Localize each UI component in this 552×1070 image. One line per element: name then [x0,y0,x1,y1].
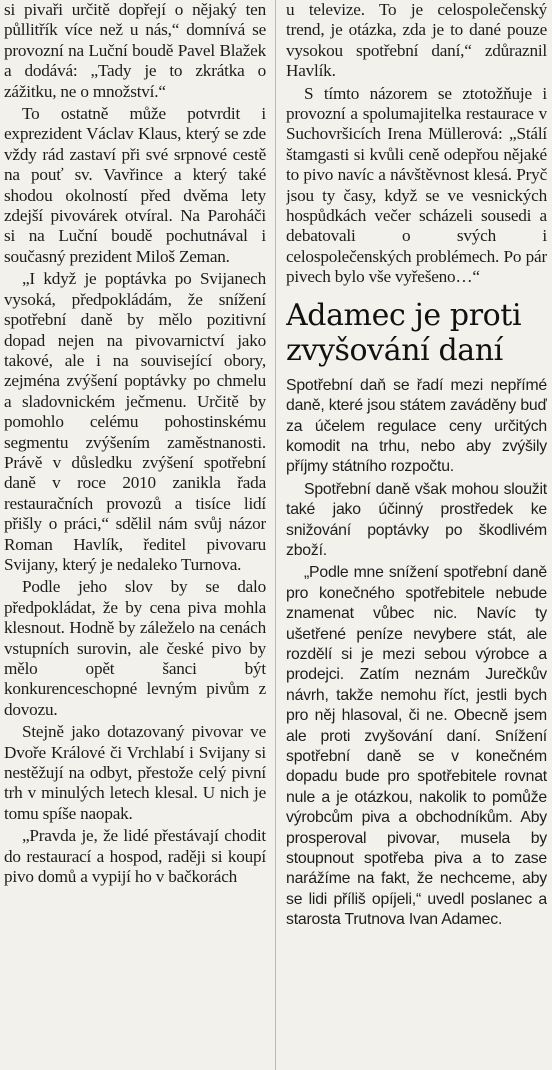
left-column [4,0,266,1070]
paragraph: Podle jeho slov by se dalo předpokládat, že by cena piva mohla klesnout. Hodně by záleželo na cenách vstupních surovin, ale české pivo by mělo opět šanci být konkurenceschopné levným pivům z dovozu. [4,577,266,719]
paragraph: „Podle mne snížení spotřební daně pro konečného spotřebitele nebude znamenat vůbec nic. Navíc ty ušetřené peníze nevybere stát, ale rozdělí si je mezi sebou výrobce a prodejci. Zatím neznám Jurečkův návrh, takže nemohu říct, jestli bych pro něj hlasoval, či ne. Obecně jsem ale proti zvyšování daní. Snížení spotřební daně se v konečném dopadu bude pro spotřebitele rovnat nule a je otázkou, nakolik to pomůže výrobcům piva a obchodníkům. Aby prosperoval pivovar, musela by stoupnout spotřeba piva a to zase narážíme na fakt, že nechceme, aby se lidi příliš opíjeli,“ uvedl poslanec a starosta Trutnova Ivan Adamec. [286,564,547,929]
paragraph: u televize. To je celospolečenský trend, je otázka, zda je to dané pouze vysokou spotřební daní,“ zdůraznil Havlík. [286,0,547,81]
paragraph: Spotřební daně však mohou sloužit také jako účinný prostředek ke snižování poptávky po škodlivém zboží. [286,480,547,559]
paragraph: S tímto názorem se ztotožňuje i provozní a spolumajitelka restaurace v Suchovršicích Irena Müllerová: „Stálí štamgasti si kvůli ceně odepřou nějaké to pivo navíc a návštěvnost klesá. Pryč jsou ty časy, když se ve vesnických hospůdkách večer scházeli sousedi a debatovali o svých i celospolečenských problémech. Po pár pivech bylo vše vyřešeno…“ [286,83,547,287]
column-divider [275,0,276,1070]
paragraph: si pivaři určitě dopřejí o nějaký ten půllitřík více než u nás,“ domnívá se provozní na Luční boudě Pavel Blažek a dodává: „Tady je to zkrátka o zážitku, ne o množství.“ [4,0,266,101]
section-subheading: Adamec je proti zvyšování daní [286,297,522,368]
paragraph: Spotřební daň se řadí mezi nepřímé daně, které jsou státem zaváděny buď za účelem regulace ceny určitých komodit na trhu, nebo aby zvýšily příjmy státního rozpočtu. [286,376,547,476]
paragraph: „I když je poptávka po Svijanech vysoká, předpokládám, že snížení spotřební daně by mělo pozitivní dopad nejen na pivovarnictví jako takové, ale i na související obory, zejména zvýšení poptávky po chmelu a sladovnickém ječmenu. Určitě by pomohlo celému pohostinskému segmentu zvýšením zaměstnanosti. Právě v důsledku zvýšení spotřební daně v roce 2010 zanikla řada restauračních provozů a tisíce lidí přišly o práci,“ sdělil nám svůj názor Roman Havlík, ředitel pivovaru Svijany, který je nedaleko Turnova. [4,269,266,574]
right-column [286,0,547,1070]
paragraph: Stejně jako dotazovaný pivovar ve Dvoře Králové či Vrchlabí i Svijany si nestěžují na odbyt, přestože celý pivní trh v minulých letech klesal. U nich je tomu spíše naopak. [4,722,266,823]
paragraph: „Pravda je, že lidé přestávají chodit do restaurací a hospod, raději si koupí pivo domů a vypijí ho v bačkorách [4,826,266,887]
paragraph: To ostatně může potvrdit i exprezident Václav Klaus, který se zde vždy rád zastaví při své srpnové cestě na pouť sv. Vavřince a který také shodou okolností před dvěma lety zdejší pivovárek otvíral. Na Paroháči si na Luční boudě pochutnával i současný prezident Miloš Zeman. [4,104,266,266]
